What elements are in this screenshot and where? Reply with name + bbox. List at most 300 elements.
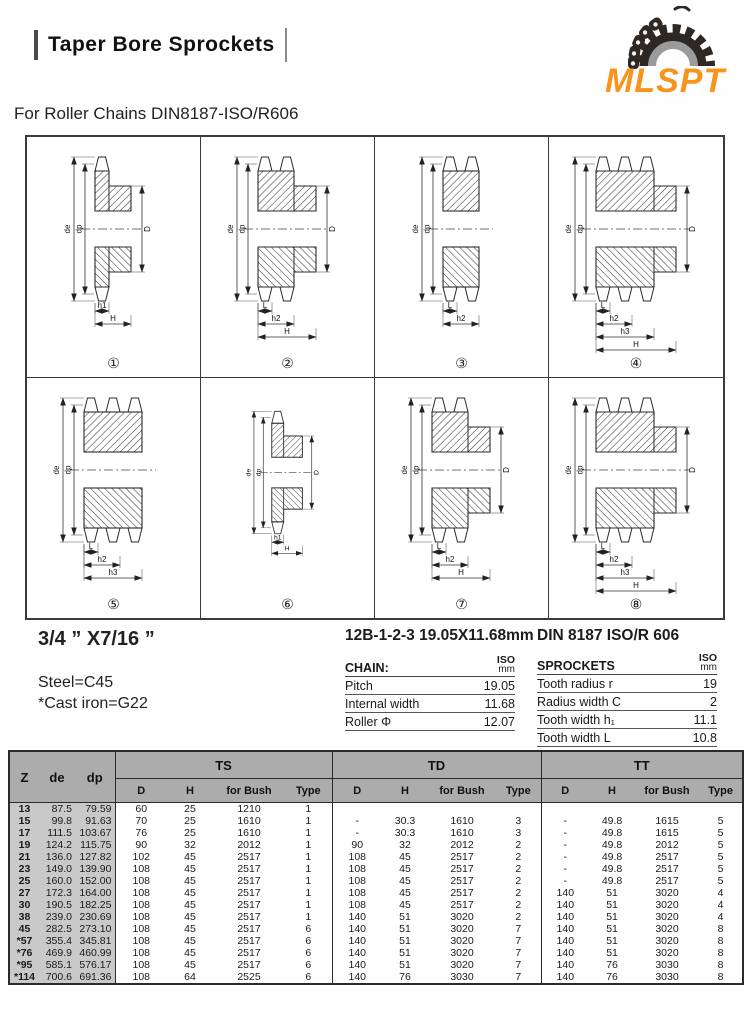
chain-table-title: CHAIN: <box>345 661 389 675</box>
cell-tt-3: 8 <box>717 922 724 935</box>
svg-text:de: de <box>226 224 235 234</box>
cell-ts-0: 108 <box>115 887 167 899</box>
cell-tt-0: - <box>541 863 589 875</box>
sub-header-tt-bush: for Bush <box>635 779 699 803</box>
cell-tt-2: 3020 <box>655 898 679 911</box>
cell-ts-1: 45 <box>184 874 196 887</box>
cell-tt-3 <box>699 803 743 816</box>
sprocket-diagram-grid <box>25 135 725 620</box>
spec-label: Internal width <box>345 697 420 711</box>
cell-tt-2: 1615 <box>655 826 679 839</box>
cell-ts-3: 1 <box>305 886 312 899</box>
cell-td-2 <box>428 803 496 816</box>
cell-ts-2: 2517 <box>237 898 261 911</box>
cell-ts-1: 32 <box>184 838 196 851</box>
cell-ts-2: 2517 <box>237 910 261 923</box>
cell-td-1 <box>382 803 428 816</box>
svg-text:L: L <box>88 541 94 551</box>
cell-de: 99.8 <box>39 815 75 827</box>
cell-ts-0: 108 <box>115 959 167 971</box>
svg-text:L: L <box>436 541 442 551</box>
cell-tt-2: 2517 <box>655 874 679 887</box>
cell-ts-0: 108 <box>115 911 167 923</box>
svg-text:D: D <box>502 466 511 473</box>
cell-tt-2: 3030 <box>655 958 679 971</box>
svg-text:de: de <box>563 465 573 474</box>
cell-ts-3: 6 <box>305 922 312 935</box>
cell-tt-3: 8 <box>717 934 724 947</box>
cell-td-0: 108 <box>332 899 382 911</box>
svg-text:dp: dp <box>575 224 584 234</box>
cell-ts-1: 45 <box>184 922 196 935</box>
svg-text:dp: dp <box>255 468 263 476</box>
cell-td-3: 2 <box>515 862 522 875</box>
cell-tt-3: 4 <box>717 910 724 923</box>
diagram-cell <box>201 137 375 378</box>
cell-de: 355.4 <box>39 935 75 947</box>
sprocket-spec-row <box>537 675 717 693</box>
page-subtitle: For Roller Chains DIN8187-ISO/R606 <box>14 104 299 123</box>
sub-header-td-bush: for Bush <box>428 779 496 803</box>
cell-td-3: 7 <box>515 946 522 959</box>
sprocket-table-header <box>537 653 717 675</box>
diagram-number: ⑥ <box>281 596 294 612</box>
table-row <box>9 815 743 827</box>
sprocket-drawing-icon <box>201 382 374 594</box>
svg-text:h3: h3 <box>620 327 629 336</box>
cell-tt-2: 3020 <box>655 886 679 899</box>
svg-text:dp: dp <box>575 465 584 474</box>
cell-ts-1: 64 <box>184 970 196 983</box>
sprocket-spec-row <box>537 711 717 729</box>
cell-td-2: 1610 <box>450 814 474 827</box>
cell-td-3: 3 <box>515 814 522 827</box>
cell-ts-0: 108 <box>115 923 167 935</box>
cell-ts-2: 2517 <box>237 946 261 959</box>
svg-text:h1: h1 <box>273 534 282 542</box>
diagram-number: ④ <box>629 354 643 371</box>
cell-ts-1: 25 <box>184 814 196 827</box>
spec-value: 19.05 <box>483 679 515 693</box>
svg-text:dp: dp <box>237 224 247 234</box>
cell-dp: 79.59 <box>75 803 115 816</box>
cell-td-3: 7 <box>515 934 522 947</box>
cell-tt-1: 51 <box>606 886 618 899</box>
cell-tt-1 <box>589 803 635 816</box>
sprocket-drawing-icon <box>375 141 548 353</box>
sprocket-unit-iso: ISO <box>698 652 717 664</box>
cell-td-0: 140 <box>332 947 382 959</box>
cell-td-2: 2012 <box>450 838 474 851</box>
cell-de: 700.6 <box>39 971 75 984</box>
cell-dp: 460.99 <box>75 947 115 959</box>
cell-ts-3: 1 <box>305 898 312 911</box>
cell-z: *76 <box>9 947 39 959</box>
cell-z: 45 <box>9 923 39 935</box>
sprocket-spec-row <box>537 693 717 711</box>
cell-td-3: 3 <box>515 826 522 839</box>
table-row <box>9 947 743 959</box>
cell-td-3: 7 <box>515 970 522 983</box>
cell-tt-1: 76 <box>606 958 618 971</box>
cell-tt-1: 51 <box>606 934 618 947</box>
sprocket-spec-row <box>537 729 717 747</box>
cell-td-1: 45 <box>399 886 411 899</box>
cell-dp: 182.25 <box>75 899 115 911</box>
cell-ts-3: 1 <box>305 814 312 827</box>
svg-text:h1: h1 <box>97 301 107 310</box>
cell-ts-1: 45 <box>184 850 196 863</box>
cell-de: 190.5 <box>39 899 75 911</box>
cell-dp: 103.67 <box>75 827 115 839</box>
sprocket-drawing-icon <box>375 382 548 594</box>
sprocket-drawing-icon <box>27 382 200 594</box>
diagram-number: ⑧ <box>629 596 643 612</box>
cell-ts-0: 108 <box>115 899 167 911</box>
table-row <box>9 899 743 911</box>
svg-text:dp: dp <box>74 224 84 234</box>
spec-value: 19 <box>703 677 717 691</box>
cell-tt-0: 140 <box>541 923 589 935</box>
cell-ts-1: 45 <box>184 910 196 923</box>
svg-text:de: de <box>563 224 573 234</box>
diagram-number: ⑤ <box>107 596 120 612</box>
cell-td-3: 2 <box>515 850 522 863</box>
sub-header-ts-bush: for Bush <box>213 779 285 803</box>
diagram-number: ③ <box>455 354 468 371</box>
cell-td-0: - <box>332 827 382 839</box>
cell-td-0: 140 <box>332 935 382 947</box>
diagram-cell <box>375 137 549 378</box>
chain-unit <box>497 655 515 675</box>
cell-ts-1: 45 <box>184 862 196 875</box>
group-header-ts: TS <box>115 751 332 779</box>
cell-de: 282.5 <box>39 923 75 935</box>
cell-z: 30 <box>9 899 39 911</box>
material-note <box>38 672 148 714</box>
diagram-cell <box>201 378 375 619</box>
cell-td-3: 7 <box>515 958 522 971</box>
cell-td-0: 108 <box>332 863 382 875</box>
group-header-tt: TT <box>541 751 743 779</box>
chain-spec-row <box>345 695 515 713</box>
group-header-td: TD <box>332 751 541 779</box>
svg-text:dp: dp <box>422 224 432 234</box>
spec-label: Roller Φ <box>345 715 392 729</box>
cell-dp: 152.00 <box>75 875 115 887</box>
sub-header-tt-d: D <box>541 779 589 803</box>
sprocket-drawing-icon <box>550 141 723 353</box>
material-steel: Steel=C45 <box>38 674 114 691</box>
cell-ts-1: 45 <box>184 886 196 899</box>
cell-tt-1: 49.8 <box>601 814 623 827</box>
cell-td-2: 3020 <box>450 922 474 935</box>
cell-ts-3: 1 <box>305 802 312 815</box>
chain-spec-block <box>345 627 534 731</box>
spec-label: Tooth width h₁ <box>537 713 615 727</box>
cell-ts-1: 45 <box>184 946 196 959</box>
cell-ts-3: 6 <box>305 958 312 971</box>
svg-text:H: H <box>632 580 639 590</box>
table-row <box>9 803 743 816</box>
cell-tt-3: 5 <box>717 862 724 875</box>
cell-dp: 273.10 <box>75 923 115 935</box>
svg-text:H: H <box>110 314 116 323</box>
cell-ts-0: 60 <box>115 803 167 816</box>
chain-rows <box>345 677 515 731</box>
spec-value: 12.07 <box>483 715 515 729</box>
diagram-number: ⑦ <box>455 596 468 612</box>
col-header-dp: dp <box>75 751 115 803</box>
cell-dp: 164.00 <box>75 887 115 899</box>
cell-dp: 91.63 <box>75 815 115 827</box>
cell-tt-3: 4 <box>717 886 724 899</box>
cell-tt-2: 1615 <box>655 814 679 827</box>
cell-de: 172.3 <box>39 887 75 899</box>
cell-tt-3: 8 <box>717 946 724 959</box>
cell-tt-0 <box>541 803 589 816</box>
title-bar-right <box>285 28 287 62</box>
mlspt-logo-icon <box>587 6 742 98</box>
cell-dp: 576.17 <box>75 959 115 971</box>
cell-ts-3: 6 <box>305 970 312 983</box>
cell-z: *114 <box>9 971 39 984</box>
cell-tt-3: 5 <box>717 814 724 827</box>
brand-logo <box>587 6 742 103</box>
cell-td-1: 51 <box>399 946 411 959</box>
cell-td-1: 30.3 <box>394 814 416 827</box>
svg-text:de: de <box>400 465 409 474</box>
cell-z: *95 <box>9 959 39 971</box>
cell-tt-0: 140 <box>541 947 589 959</box>
cell-de: 136.0 <box>39 851 75 863</box>
sub-header-td-d: D <box>332 779 382 803</box>
svg-text:L: L <box>600 541 605 551</box>
table-row <box>9 923 743 935</box>
dimensions-table <box>8 750 744 985</box>
table-row <box>9 911 743 923</box>
svg-text:h2: h2 <box>97 554 107 564</box>
cell-z: 13 <box>9 803 39 816</box>
cell-td-2: 3020 <box>450 958 474 971</box>
cell-ts-0: 90 <box>115 839 167 851</box>
cell-td-0: 108 <box>332 875 382 887</box>
sub-header-ts-h: H <box>167 779 213 803</box>
spec-value: 10.8 <box>692 731 717 745</box>
cell-tt-2: 2012 <box>655 838 679 851</box>
cell-z: *57 <box>9 935 39 947</box>
cell-ts-0: 108 <box>115 935 167 947</box>
svg-text:h2: h2 <box>609 554 618 564</box>
svg-text:h2: h2 <box>609 314 618 323</box>
cell-tt-2: 2517 <box>655 862 679 875</box>
cell-tt-1: 49.8 <box>601 874 623 887</box>
cell-dp: 115.75 <box>75 839 115 851</box>
sub-header-tt-type: Type <box>699 779 743 803</box>
cell-de: 469.9 <box>39 947 75 959</box>
cell-td-3: 2 <box>515 898 522 911</box>
cell-tt-0: 140 <box>541 959 589 971</box>
cell-tt-3: 5 <box>717 874 724 887</box>
cell-ts-0: 108 <box>115 971 167 984</box>
cell-td-2: 2517 <box>450 862 474 875</box>
cell-td-2: 1610 <box>450 826 474 839</box>
cell-ts-3: 1 <box>305 826 312 839</box>
svg-text:h2: h2 <box>445 554 455 564</box>
cell-tt-1: 51 <box>606 898 618 911</box>
cell-td-0: 108 <box>332 851 382 863</box>
diagram-cell <box>375 378 549 619</box>
cell-dp: 345.81 <box>75 935 115 947</box>
table-row <box>9 827 743 839</box>
cell-tt-0: - <box>541 875 589 887</box>
cell-ts-0: 70 <box>115 815 167 827</box>
cell-tt-0: 140 <box>541 971 589 984</box>
cell-ts-2: 2525 <box>237 970 261 983</box>
col-header-z: Z <box>9 751 39 803</box>
chain-unit-mm: mm <box>498 664 515 675</box>
cell-td-1: 51 <box>399 922 411 935</box>
chain-unit-iso: ISO <box>496 654 515 666</box>
cell-ts-0: 108 <box>115 875 167 887</box>
cell-ts-3: 1 <box>305 910 312 923</box>
table-row <box>9 959 743 971</box>
chain-table-header <box>345 655 515 677</box>
cell-td-1: 51 <box>399 910 411 923</box>
svg-text:h3: h3 <box>108 567 118 577</box>
cell-ts-3: 6 <box>305 934 312 947</box>
svg-text:h2: h2 <box>271 314 281 323</box>
page-title: Taper Bore Sprockets <box>48 33 275 56</box>
cell-de: 149.0 <box>39 863 75 875</box>
cell-td-1: 45 <box>399 898 411 911</box>
cell-z: 19 <box>9 839 39 851</box>
cell-td-2: 3020 <box>450 934 474 947</box>
cell-tt-0: - <box>541 839 589 851</box>
table-row <box>9 935 743 947</box>
cell-ts-2: 1610 <box>237 826 261 839</box>
cell-td-0: 108 <box>332 887 382 899</box>
spec-value: 2 <box>710 695 717 709</box>
cell-ts-2: 1610 <box>237 814 261 827</box>
cell-tt-2: 3030 <box>655 970 679 983</box>
sprocket-unit <box>699 653 717 673</box>
cell-td-0: 90 <box>332 839 382 851</box>
cell-z: 25 <box>9 875 39 887</box>
cell-tt-1: 51 <box>606 946 618 959</box>
cell-td-1: 45 <box>399 850 411 863</box>
cell-td-1: 45 <box>399 874 411 887</box>
col-header-de: de <box>39 751 75 803</box>
cell-z: 15 <box>9 815 39 827</box>
diagram-number: ② <box>281 354 294 371</box>
cell-td-2: 2517 <box>450 874 474 887</box>
svg-text:H: H <box>632 340 639 349</box>
cell-td-3: 2 <box>515 874 522 887</box>
sub-header-td-type: Type <box>496 779 541 803</box>
cell-de: 160.0 <box>39 875 75 887</box>
cell-ts-1: 45 <box>184 934 196 947</box>
cell-ts-2: 2517 <box>237 958 261 971</box>
svg-text:de: de <box>63 224 72 234</box>
cell-ts-3: 1 <box>305 874 312 887</box>
cell-z: 23 <box>9 863 39 875</box>
cell-z: 21 <box>9 851 39 863</box>
cell-td-0: 140 <box>332 959 382 971</box>
chain-heading: 12B-1-2-3 19.05X11.68mm <box>345 627 534 644</box>
cell-de: 585.1 <box>39 959 75 971</box>
spec-label: Tooth radius r <box>537 677 613 691</box>
cell-tt-0: 140 <box>541 935 589 947</box>
cell-td-1: 45 <box>399 862 411 875</box>
page-header <box>34 28 287 62</box>
cell-td-0 <box>332 803 382 816</box>
cell-tt-3: 8 <box>717 970 724 983</box>
cell-td-2: 2517 <box>450 850 474 863</box>
spec-value: 11.68 <box>484 697 515 711</box>
cell-tt-2: 3020 <box>655 946 679 959</box>
cell-tt-0: - <box>541 827 589 839</box>
svg-text:de: de <box>245 468 253 476</box>
cell-ts-1: 25 <box>184 802 196 815</box>
cell-z: 27 <box>9 887 39 899</box>
cell-de: 111.5 <box>39 827 75 839</box>
diagram-cell <box>549 137 723 378</box>
sprocket-table-title: SPROCKETS <box>537 659 615 673</box>
cell-de: 124.2 <box>39 839 75 851</box>
svg-text:de: de <box>411 224 420 234</box>
cell-td-2: 2517 <box>450 886 474 899</box>
cell-tt-3: 8 <box>717 958 724 971</box>
cell-ts-1: 25 <box>184 826 196 839</box>
cell-td-1: 30.3 <box>394 826 416 839</box>
spec-label: Tooth width L <box>537 731 611 745</box>
diagram-cell <box>549 378 723 619</box>
svg-text:L: L <box>600 301 605 310</box>
cell-td-3: 2 <box>515 910 522 923</box>
cell-td-1: 51 <box>399 934 411 947</box>
cell-tt-1: 49.8 <box>601 826 623 839</box>
sub-header-ts-type: Type <box>285 779 332 803</box>
cell-td-0: 140 <box>332 923 382 935</box>
svg-text:D: D <box>328 226 337 232</box>
cell-td-0: - <box>332 815 382 827</box>
cell-de: 239.0 <box>39 911 75 923</box>
cell-ts-2: 2517 <box>237 874 261 887</box>
cell-td-3: 2 <box>515 886 522 899</box>
svg-text:L: L <box>262 301 268 310</box>
diagram-cell <box>27 137 201 378</box>
cell-tt-0: - <box>541 815 589 827</box>
cell-tt-0: - <box>541 851 589 863</box>
cell-ts-2: 2517 <box>237 886 261 899</box>
cell-tt-1: 51 <box>606 922 618 935</box>
cell-td-2: 3030 <box>450 970 474 983</box>
sub-header-td-h: H <box>382 779 428 803</box>
cell-ts-3: 6 <box>305 946 312 959</box>
cell-dp: 230.69 <box>75 911 115 923</box>
cell-z: 38 <box>9 911 39 923</box>
cell-td-0: 140 <box>332 971 382 984</box>
size-label: 3/4 ” X7/16 ” <box>38 628 155 650</box>
cell-tt-2 <box>635 803 699 816</box>
cell-dp: 127.82 <box>75 851 115 863</box>
sprocket-drawing-icon <box>550 382 723 594</box>
cell-tt-1: 49.8 <box>601 838 623 851</box>
svg-text:H: H <box>284 327 290 336</box>
cell-ts-0: 108 <box>115 947 167 959</box>
cell-ts-2: 1210 <box>237 802 261 815</box>
